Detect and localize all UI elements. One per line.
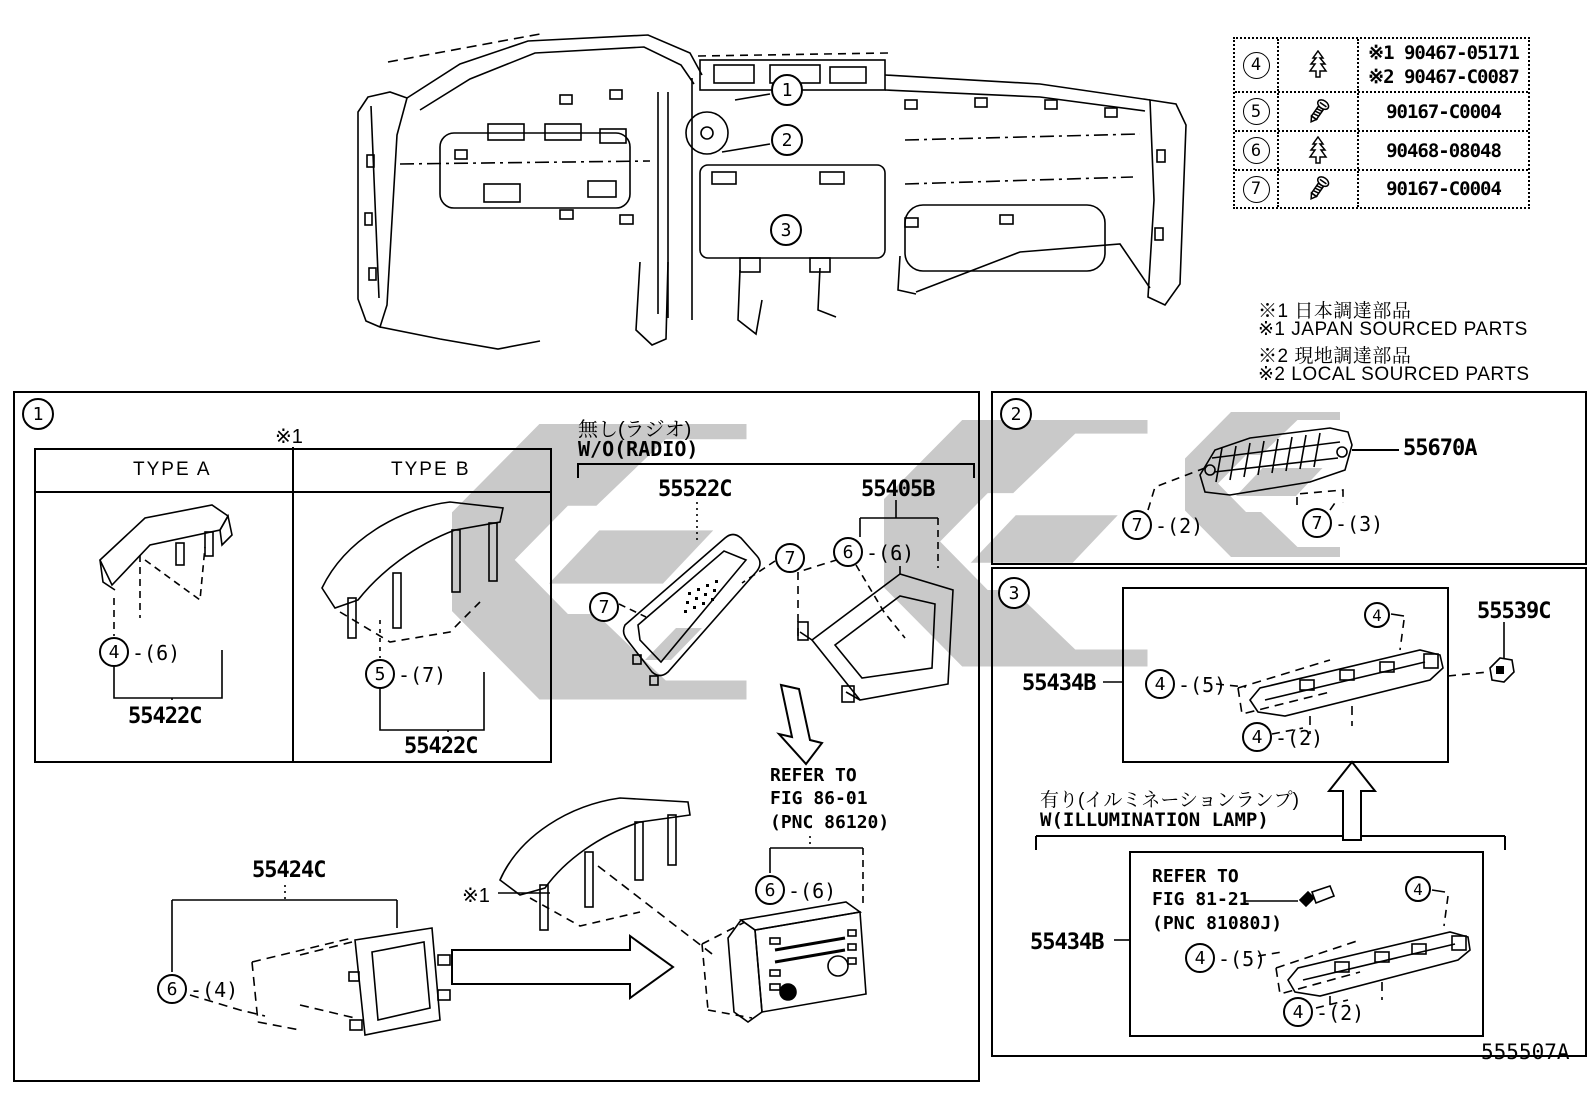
arrow-right [452,936,673,998]
callout-7: 7 [1302,508,1332,538]
wo-radio-jp: 無し(ラジオ) [578,419,692,441]
screw-icon [1277,171,1357,207]
part-55522c: 55522C [658,477,732,502]
callout-6-qty: -(4) [190,978,239,1002]
fastener-row [1235,39,1528,91]
control-unit-a-drawing [1238,650,1443,734]
note-japan-en: ※1 JAPAN SOURCED PARTS [1258,319,1528,340]
type-a-cover-drawing [100,505,232,636]
part-number: ※1 90467-05171 [1368,42,1519,64]
screw-icon [1277,93,1357,130]
main-callout-2: 2 [771,124,803,156]
callout-4: 4 [1185,943,1215,973]
fastener-num: 7 [1243,176,1270,203]
refer-fig81-line3: (PNC 81080J) [1152,913,1283,934]
part-55424c: 55424C [252,858,326,883]
center-cover-drawing [500,798,690,930]
callout-6-qty: -(6) [866,541,915,565]
callout-4-qty: -(2) [1275,726,1324,750]
part-55434b-upper: 55434B [1022,671,1096,696]
part-number: 90167-C0004 [1386,178,1501,200]
callout-4-qty: -(6) [132,641,181,665]
callout-7-qty: -(3) [1335,512,1384,536]
part-55434b-lower: 55434B [1030,930,1104,955]
callout-6: 6 [755,875,785,905]
refer-fig86-line3: (PNC 86120) [770,812,890,833]
instrument-panel-drawing [358,34,1186,349]
callout-4-qty: -(2) [1316,1001,1365,1025]
refer-fig86-line2: FIG 86-01 [770,788,868,809]
wo-radio-en: W/O(RADIO) [578,437,699,461]
fastener-num: 5 [1243,98,1270,125]
callout-4-qty: -(5) [1178,673,1227,697]
fastener-num: 6 [1243,137,1270,164]
type-b-header: TYPE B [391,459,471,480]
part-number: ※2 90467-C0087 [1368,66,1519,88]
arrow-down [779,685,822,764]
figure-code: 555507A [1481,1040,1570,1064]
part-55405b: 55405B [861,477,935,502]
callout-5-qty: -(7) [398,663,447,687]
clip-icon [1277,39,1357,91]
main-callout-3: 3 [770,214,802,246]
fastener-table [1233,37,1530,209]
control-unit-b-drawing [1276,932,1470,1008]
illumination-en: W(ILLUMINATION LAMP) [1040,809,1269,831]
callout-4: 4 [1145,669,1175,699]
refer-fig81-line1: REFER TO [1152,866,1239,887]
callout-4: 4 [99,637,129,667]
unit-55424c-drawing [252,928,450,1035]
part-55670a: 55670A [1403,436,1477,461]
illumination-jp: 有り(イルミネーションランプ) [1040,790,1299,811]
fastener-num: 4 [1243,52,1270,79]
note-japan-jp: ※1 日本調達部品 [1258,301,1412,322]
section-1-id: 1 [22,398,54,430]
radio-unit-drawing [702,902,866,1022]
callout-4-qty: -(5) [1218,947,1267,971]
ref-mark-cover: ※1 [462,885,490,907]
refer-fig86-line1: REFER TO [770,765,857,786]
part-number: 90468-08048 [1386,139,1501,162]
callout-4: 4 [1242,722,1272,752]
clip-icon [1277,132,1357,169]
section-3-id: 3 [998,577,1030,609]
callout-6: 6 [833,537,863,567]
callout-7: 7 [775,543,805,573]
callout-6-qty: -(6) [788,879,837,903]
main-callout-1: 1 [771,74,803,106]
callout-6: 6 [157,974,187,1004]
callout-4: 4 [1364,602,1390,628]
callout-4: 4 [1283,997,1313,1027]
arrow-up [1329,762,1375,840]
callout-7: 7 [1122,510,1152,540]
fastener-row [1235,130,1528,169]
note-local-jp: ※2 現地調達部品 [1258,346,1412,367]
section-2-id: 2 [1000,398,1032,430]
refer-fig81-line2: FIG 81-21 [1152,889,1250,910]
fastener-row [1235,91,1528,130]
fastener-row [1235,169,1528,207]
part-55539c: 55539C [1477,599,1551,624]
part-55422c-type-a: 55422C [128,704,202,729]
clip-fig81-drawing [1300,886,1334,906]
callout-7: 7 [589,592,619,622]
clip-55539c-drawing [1490,658,1514,682]
part-number: 90167-C0004 [1386,100,1501,123]
note-local-en: ※2 LOCAL SOURCED PARTS [1258,364,1530,385]
callout-4: 4 [1405,876,1431,902]
ref-mark-top: ※1 [275,426,303,448]
callout-5: 5 [365,659,395,689]
callout-7-qty: -(2) [1155,514,1204,538]
part-55422c-type-b: 55422C [404,734,478,759]
type-a-header: TYPE A [133,459,212,480]
